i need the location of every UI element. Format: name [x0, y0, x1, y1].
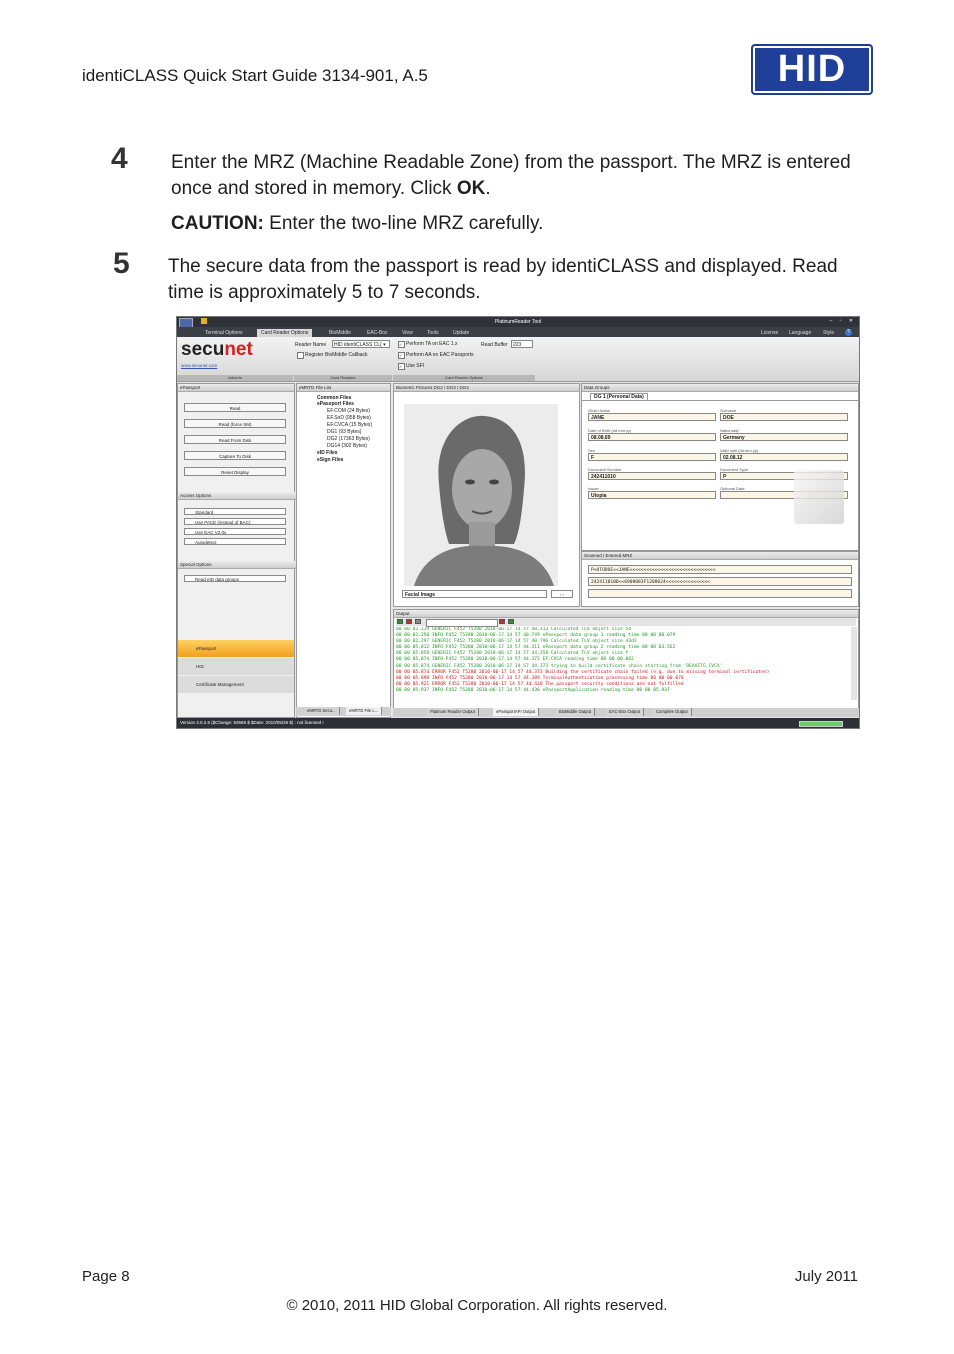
output-toolbar	[396, 618, 856, 626]
reset-display-button[interactable]: Reset Display	[184, 467, 286, 476]
output-tabs	[393, 708, 859, 717]
capture-to-disk-button[interactable]: Capture To Disk	[184, 451, 286, 460]
ribbon-group-card-reader-options: Card Reader Options	[393, 375, 535, 381]
read-buffer-label: Read Buffer	[481, 342, 508, 348]
tab-emrtd-secu[interactable]: eMRTD Secu...	[304, 707, 340, 715]
menu-license[interactable]: License	[761, 330, 779, 336]
nav-hid[interactable]: HID	[178, 658, 294, 675]
file-ef-com[interactable]: EF.COM (24 Bytes)	[327, 408, 371, 414]
passport-chip-icon	[794, 470, 844, 524]
biometric-panel	[393, 383, 580, 607]
output-panel	[393, 609, 859, 709]
read-button[interactable]: Read	[184, 403, 286, 412]
log-line: 00 00 05.890 INFO F452 T5280 2010-06-17 14 57 44.389 TerminalAuthentication processing time 00 00 00.078	[396, 675, 684, 681]
step-4-text	[171, 150, 851, 202]
dg-field-value[interactable]: P	[720, 472, 848, 480]
access-options-header: Access Options	[178, 492, 296, 500]
mrz-panel	[581, 551, 859, 607]
tab-eac-box[interactable]: EAC-Box	[367, 330, 388, 336]
dg-field-label: Document Type	[720, 467, 748, 472]
use-pace-option[interactable]: Use PACE (instead of BAC)	[184, 518, 286, 525]
dg-field-value[interactable]: Germany	[720, 433, 848, 441]
step-number: 5	[113, 247, 130, 280]
stop-icon[interactable]	[499, 619, 505, 624]
dg-field-label: Given Name	[588, 408, 611, 413]
copyright: © 2010, 2011 HID Global Corporation. All rights reserved.	[286, 1297, 668, 1314]
dg-field-label: Optional Data	[720, 486, 745, 491]
facial-image	[404, 404, 558, 586]
biometric-header: Biometric Pictures DG2 / DG3 / DG4	[394, 384, 579, 392]
output-header: Output	[394, 610, 858, 618]
data-groups-panel	[581, 383, 859, 551]
perform-ta-label: Perform TA on EAC 1.x	[406, 341, 458, 347]
tab-complete-output[interactable]: Complete Output	[653, 708, 692, 716]
logo-part-net: net	[224, 339, 253, 360]
facial-image-caption: Facial Image	[402, 590, 547, 598]
tab-platinum-reader-output[interactable]: Platinum Reader Output	[427, 708, 479, 716]
dg-field-label: Valid until (dd.mm.yy)	[720, 448, 759, 453]
file-eid[interactable]: eID Files	[317, 450, 338, 456]
read-eid-option[interactable]: Read eID data groups	[184, 575, 286, 582]
page-number: Page 8	[82, 1268, 130, 1285]
file-panel-tabs	[296, 707, 391, 716]
log-line: 00 00 02.219 GENERIC F452 T5280 2010-06-17 14 57 40.313 Calculated TLV object size 5d	[396, 627, 632, 632]
perform-aa-checkbox[interactable]: ✓	[398, 352, 405, 359]
ok-label: OK	[456, 178, 486, 199]
document-title: identiCLASS Quick Start Guide 3134-901, A.5	[82, 66, 428, 85]
file-list-header: eMRTD File List	[297, 384, 390, 392]
dg-field-value[interactable]: JANE	[588, 413, 716, 421]
tab-dg1[interactable]: DG 1 (Personal Data)	[590, 393, 648, 401]
tab-biomiddle[interactable]: BioMiddle	[329, 330, 351, 336]
search-icon[interactable]	[508, 619, 514, 624]
perform-ta-checkbox[interactable]: ✓	[398, 341, 405, 348]
read-buffer-input[interactable]: 223	[511, 340, 533, 348]
file-dg14[interactable]: DG14 (302 Bytes)	[327, 443, 368, 449]
log-line: 00 00 05.874 GENERIC F452 T5280 2010-06-17 14 57 44.373 trying to build certificate chain starting from 'DEAAITG_CVCA'	[396, 663, 723, 669]
mrz-header: Scanned / Entered MRZ	[582, 552, 858, 560]
progress-bar	[799, 721, 843, 727]
tab-terminal-options[interactable]: Terminal Options	[205, 330, 243, 336]
read-force-sm-button[interactable]: Read (force SM)	[184, 419, 286, 428]
output-log	[396, 627, 848, 700]
menu-style[interactable]: Style	[823, 330, 835, 336]
log-line: 00 00 02.297 GENERIC F452 T5280 2010-06-17 14 57 40.796 Calculated TLV object size 43d3	[396, 639, 637, 645]
tab-view[interactable]: View	[402, 330, 413, 336]
ribbon-group-adverts: Adverts	[177, 375, 293, 381]
file-dg2[interactable]: DG2 (17363 Bytes)	[327, 436, 370, 442]
window-title: PlatinumReader Tool	[494, 319, 542, 325]
dg-field-label: Date of Birth (dd.mm.yy)	[588, 428, 632, 433]
image-nav-buttons[interactable]: ‹ ›	[551, 590, 573, 598]
log-line: 00 00 05.874 INFO F452 T5280 2010-06-17 14 57 44.373 EF.CVCA reading time 00 00 00.062	[396, 657, 634, 663]
menu-language[interactable]: Language	[789, 330, 812, 336]
output-search-input[interactable]	[426, 619, 498, 627]
step-4-period: .	[485, 178, 491, 199]
register-callback-checkbox[interactable]	[297, 352, 304, 359]
tab-eac-box-output[interactable]: EAC-Box Output	[606, 708, 644, 716]
dg-field-value[interactable]: F	[588, 453, 716, 461]
dg-field-label: Nationality	[720, 428, 739, 433]
logo-part-secu: secu	[181, 339, 225, 360]
reader-name-label: Reader Name	[295, 342, 327, 348]
left-panel	[177, 383, 295, 718]
caution-label: CAUTION:	[171, 213, 264, 234]
step-4-text-main: Enter the MRZ (Machine Readable Zone) from the passport. The MRZ is entered once and stored in memory. Click	[171, 152, 851, 199]
mrz-line-3[interactable]	[588, 589, 852, 598]
app-title-bar	[177, 317, 859, 327]
ribbon	[177, 337, 859, 382]
file-dg1[interactable]: DG1 (93 Bytes)	[327, 429, 362, 435]
tab-tools[interactable]: Tools	[427, 330, 439, 336]
secunet-link[interactable]: www.secunet.com	[181, 363, 218, 368]
dg-field-label: Surname	[720, 408, 737, 413]
version-status: Version 3.0.2.6 ($Change: 93569 $ $Date: 2010/05/26 $) : not licensed !	[180, 720, 324, 725]
file-ef-cvca[interactable]: EF.CVCA (15 Bytes)	[327, 422, 373, 428]
tab-update[interactable]: Update	[453, 330, 470, 336]
caution-text: Enter the two-line MRZ carefully.	[263, 213, 544, 234]
status-bar	[177, 718, 859, 728]
left-panel-header: ePassport	[178, 384, 294, 392]
app-screenshot	[176, 316, 860, 729]
log-line: 00 00 05.874 ERROR F452 T5280 2010-06-17 14 57 44.373 Building the certificate chain failed (e.g. due to missing terminal certificates)	[396, 669, 770, 675]
dg-field-value[interactable]: Utopia	[588, 491, 716, 499]
use-sfi-label: Use SFI	[406, 363, 425, 369]
file-common[interactable]: Common Files	[317, 395, 352, 401]
log-line: 00 00 02.250 INFO F452 T5280 2010-06-17 14 57 40.749 ePassport data group 1 reading time 00 00 00.079	[396, 633, 676, 639]
tab-epassportapi-output[interactable]: ePassportAPI Output	[493, 708, 539, 716]
window-controls[interactable]: – ▫ ✕	[829, 318, 856, 324]
dg-field-value[interactable]: DOE	[720, 413, 848, 421]
dg-field-label: Sex	[588, 448, 595, 453]
dg-field-value[interactable]: 242411010	[588, 472, 716, 480]
file-ef-sod[interactable]: EF.SoD (958 Bytes)	[327, 415, 371, 421]
dg-field-label: Document Number	[588, 467, 622, 472]
autodetect-option[interactable]: Autodetect	[184, 538, 286, 545]
step-5-text: The secure data from the passport is read by identiCLASS and displayed. Read time is approximately 5 to 7 seconds.	[168, 256, 838, 303]
ribbon-group-card-readers: Card Readers	[294, 375, 392, 381]
log-line: 00 00 05.921 ERROR F452 T5280 2010-06-17 14 57 44.420 The passport security conditions are not fulfilled	[396, 681, 684, 687]
file-esign[interactable]: eSign Files	[317, 457, 344, 463]
data-groups-header: Data Groups	[582, 384, 858, 392]
log-line: 00 00 05.812 INFO F452 T5280 2010-06-17 14 57 44.311 ePassport data group 2 reading time 00 00 03.562	[396, 645, 676, 651]
clear-icon[interactable]	[406, 619, 412, 624]
tab-emrtd-file-list[interactable]: eMRTD File L...	[346, 707, 382, 715]
step-number: 4	[111, 142, 128, 175]
file-list-panel	[296, 383, 391, 718]
tab-divider	[582, 400, 858, 401]
tab-card-reader-options[interactable]: Card Reader Options	[257, 329, 312, 337]
refresh-icon[interactable]	[397, 619, 403, 624]
read-from-disk-button[interactable]: Read From Disk	[184, 435, 286, 444]
ribbon-tabs	[177, 327, 859, 337]
face-photo-illustration	[404, 404, 558, 586]
dg-field-label: Issuer	[588, 486, 599, 491]
tab-biomiddle-output[interactable]: BioMiddle Output	[556, 708, 595, 716]
use-sfi-checkbox[interactable]: ✓	[398, 363, 405, 370]
nav-epassport[interactable]: ePassport	[178, 640, 294, 657]
register-callback-label: Register BioMiddle Callback	[305, 352, 368, 358]
file-epassport[interactable]: ePassport Files	[317, 401, 354, 407]
perform-aa-label: Perform AA on EAC Passports	[406, 352, 474, 358]
nav-certificate-management[interactable]: Certificate Management	[178, 676, 294, 693]
dg-field-value[interactable]: 02.08.12	[720, 453, 848, 461]
secunet-logo	[181, 339, 253, 361]
mrz-line-2[interactable]: 242411010D<<6908083F1208024<<<<<<<<<<<<<<<<	[588, 577, 852, 586]
reader-name-select[interactable]: HID identiCLASS CL( ▾	[332, 340, 390, 348]
use-eac-option[interactable]: Use EAC V2.0x	[184, 528, 286, 535]
mrz-line-1[interactable]: P<UTODOE<<JANE<<<<<<<<<<<<<<<<<<<<<<<<<<<<<<<	[588, 565, 852, 574]
log-line: 00 00 05.937 INFO F452 T5280 2010-06-17 14 57 44.436 ePassportApplication reading time 00 00 05.937	[396, 687, 670, 693]
log-line: 00 00 05.859 GENERIC F452 T5280 2010-06-17 14 57 44.358 Calculated TLV object size f	[396, 651, 629, 657]
dg-field-value[interactable]: 08.08.69	[588, 433, 716, 441]
publication-date: July 2011	[794, 1268, 858, 1285]
help-icon[interactable]: ?	[845, 329, 852, 336]
caution-note	[171, 211, 543, 237]
save-icon[interactable]	[415, 619, 421, 624]
standard-option[interactable]: Standard	[184, 508, 286, 515]
hid-logo: HID	[751, 44, 873, 95]
log-scrollbar[interactable]	[851, 627, 857, 700]
special-options-header: Special Options	[178, 561, 296, 569]
